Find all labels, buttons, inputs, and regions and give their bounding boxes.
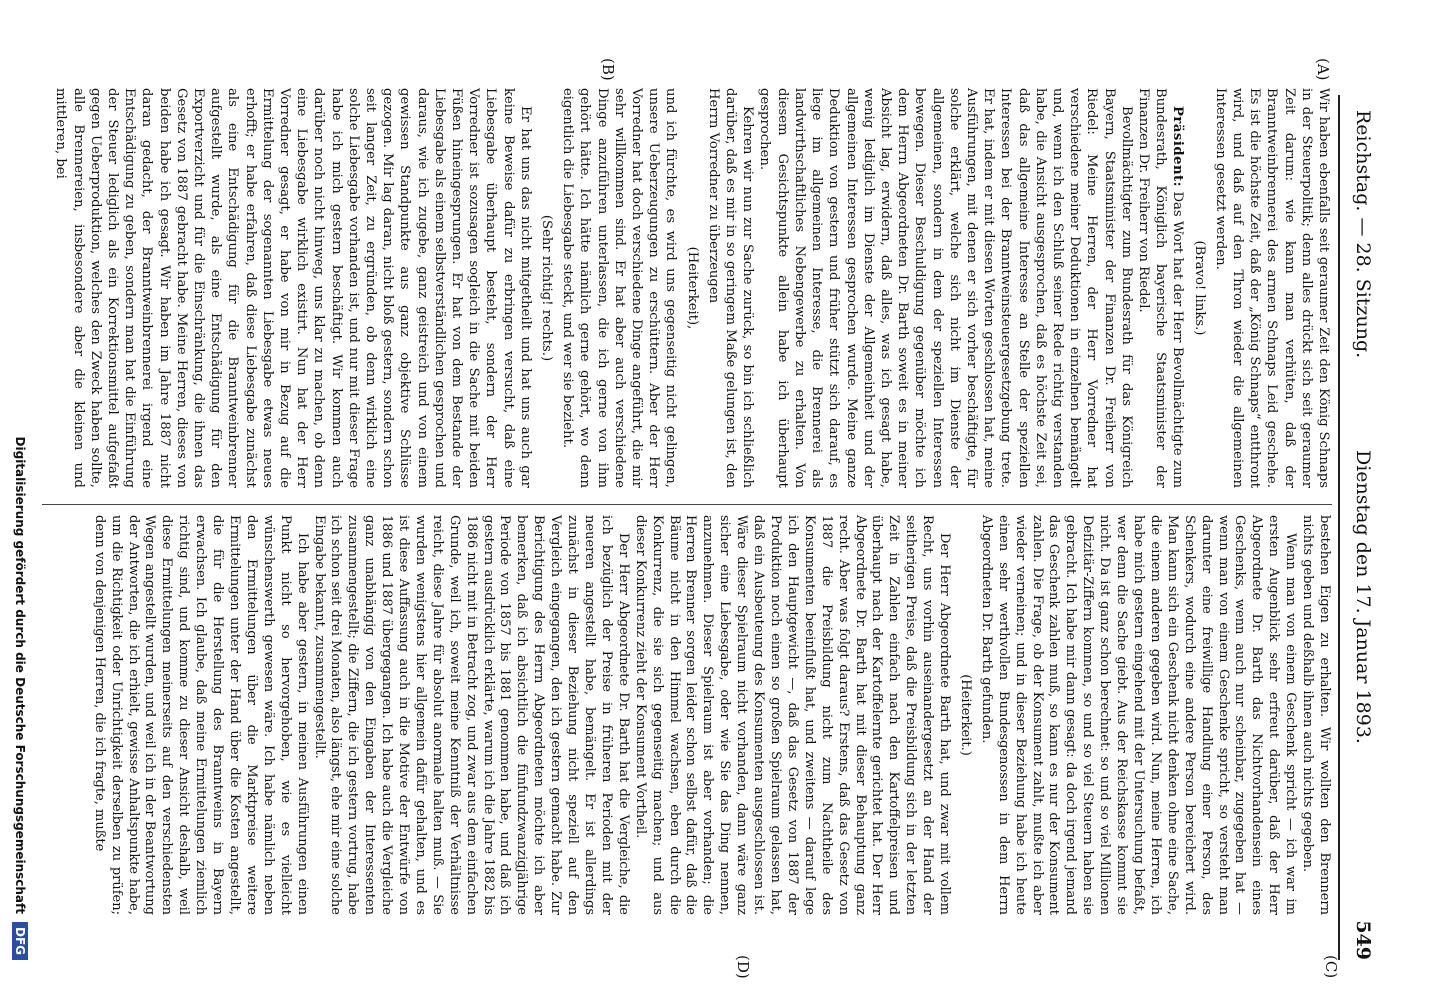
speaker-label: Präsident:: [1170, 106, 1186, 188]
margin-marker-b: (B): [599, 58, 617, 81]
paragraph-text: Das Wort hat der Herr Bevollmächtigte zum Bundesrath, Königlich bayerische Staatsminister der Finanzen Dr. Freiherr von Riedel.: [1135, 88, 1186, 488]
paragraph: Ich habe aber gestern, in meinen Ausführungen einen Punkt nicht so hervorgehoben, wie es vielleicht wünschenswerth gewesen wäre. Ich habe nämlich neben den Ermittelungen über die Marktpreise weitere Ermittelungen unter der Hand über die Kosten angestellt, die für die Herstellung des Branntweins in Bayern erwachsen. Ich glaube, daß meine Ermittelungen ziemlich richtig sind, und komme zu dieser Ansicht deshalb, weil diese Ermittelungen meinerseits auf den verschiedensten Wegen angestellt wurden, und weil ich in der Beantwortung der Antworten, die ich erhielt, gewisse Anhaltspunkte habe, um die Richtigkeit oder Unrichtigkeit derselben zu prüfen; denn von denjenigen Herren, die ich fragte, mußte: [91, 515, 310, 915]
paragraph: und ich fürchte, es wird uns gegenseitig nicht gelingen, unsere Ueberzeugungen zu erschüttern. Aber der Herr Vorredner hat doch verschiedene Dinge angeführt, die mir sehr willkommen sind. Er hat aber auch verschiedene Dinge anzuführen unterlassen, die ich gerne von ihm gehört hätte. Ich hätte nämlich gerne gehört, wo denn eigentlich die Liebesgabe steckt, und wer sie bezieht.: [560, 88, 679, 488]
margin-marker-d: (D): [734, 955, 752, 979]
approval-note: (Sehr richtig! rechts.): [539, 214, 555, 362]
paragraph: Der Herr Abgeordnete Dr. Barth hat die Vergleiche, die ich bezüglich der Preise in früheren Perioden mit der neueren angestellt habe, bemängelt. Er ist allerdings zunächst in dieser Beziehung nicht speziell auf den Vergleich eingegangen, den ich gestern gemacht habe. Zur Berichtigung des Herrn Abgeordneten möchte ich aber bemerken, daß ich absichtlich die fünfundzwanzigjährige Periode von 1857 bis 1881 genommen habe, und daß ich gestern ausdrücklich erklärte, warum ich die Jahre 1882 bis 1886 nicht mit in Betracht zog, und zwar aus dem einfachen Grunde, weil ich, soweit meine Kenntniß der Verhältnisse reicht, diese Jahre für absolut anormale halten muß. — Sie wurden wenigstens hier allgemein dafür gehalten, und es ist diese Auffassung auch in die Motive der Entwürfe von 1886 und 1887 übergegangen. Ich habe auch die Vergleiche ganz unabhängig von den Eingaben der Interessenten zusammengestellt; die Ziffern, die ich gestern vortrug, habe ich schon seit drei Monaten, also längst, ehe mir eine solche Eingabe bekannt, zusammengestellt.: [311, 515, 631, 915]
dfg-logo: DFG: [12, 922, 28, 960]
margin-marker-c: (C): [1322, 955, 1340, 979]
left-column: [52, 88, 1332, 488]
paragraph: Wenn man von einem Geschenk spricht — ich war im ersten Augenblick sehr erfreut darüber, daß der Herr Abgeordnete Dr. Barth das Nichtvorhandensein eines Geschenks, wenn auch nur scheinbar, zugegeben hat — wenn man von einem Geschenke spricht, so versteht man darunter eine freiwillige Handlung einer Person, des Schenkers, wodurch eine andere Person bereichert wird. Man kann sich ein Geschenk nicht denken ohne eine Sache, die einem anderen gegeben wird. Nun, meine Herren, ich habe mich gestern eingehend mit der Untersuchung befaßt, wer denn die Sache giebt. Aus der Reichskasse kommt sie nicht. Da ist ganz schon berechnet: so und so viel Millionen Defizitär-Ziffern kommen, so und so viel Steuern haben sie gebracht. Ich habe mir dann gesagt: da doch irgend jemand das Geschenk zahlen muß, so kann es nur der Konsument zahlen. Die Frage, ob der Konsument zahlt, mußte ich aber wieder verneinen; und in dieser Beziehung habe ich heute einen sehr werthvollen Bundesgenossen in dem Herrn Abgeordneten Dr. Barth gefunden.: [978, 515, 1299, 915]
paragraph: [1135, 88, 1187, 488]
header-rule: [1338, 95, 1340, 960]
paragraph: Bevollmächtigter zum Bundesrath für das Königreich Bayern, Staatsminister der Finanzen Dr. Freiherr von Riedel: Meine Herren, der Herr Vorredner hat verschiedene meiner Deduktionen in einzelnen bemängelt und, wenn ich den Schluß seiner Rede richtig verstanden habe, die Ansicht ausgesprochen, daß es höchste Zeit sei, daß das allgemeine Interesse an Stelle der speziellen Interessen bei der Branntweinsteuergesetzgebung trete. Er hat, indem er mit diesen Worten geschlossen hat, meine Ausführungen, mit denen er sich vorher beschäftigte, für solche erklärt, welche sich nicht im Dienste der allgemeinen, sondern in dem der speziellen Interessen bewegen. Dieser Beschuldigung gegenüber möchte ich dem Herrn Abgeordneten Dr. Barth soweit es in meiner Absicht lag, erwidern, daß alles, was ich gesagt habe, wenig lediglich im Dienste der Allgemeinheit und der allgemeinen Interessen gesprochen wurde. Meine ganze Deduktion von gestern und früher stützt sich darauf, es liege im allgemeinen Interesse, die Brennerei als landwirthschaftliches Nebengewerbe zu erhalten. Von diesem Gesichtspunkte allein habe ich überhaupt gesprochen.: [757, 88, 1134, 488]
paragraph: Kehren wir nun zur Sache zurück, so bin ich schließlich darüber, daß es mir in so geringem Maße gelungen ist, den Herrn Vorredner zu überzeugen: [705, 88, 756, 488]
applause-note: (Bravo! links.): [1191, 240, 1207, 336]
laughter-note: (Heiterkeit),: [684, 246, 700, 330]
right-column: [90, 515, 1332, 915]
laughter-note: (Heiterkeit.): [957, 674, 973, 756]
paragraph: bestehen Eigen zu erhalten. Wir wollten den Brennern nichts geben und deßhalb ihnen auch nichts gegeben.: [1300, 515, 1332, 915]
credit-text: Digitalisierung gefördert durch die Deutsche Forschungsgemeinschaft: [13, 436, 27, 914]
page-header: [1344, 110, 1374, 960]
page-number: 549: [1352, 920, 1374, 960]
margin-marker-a: (A): [1314, 58, 1332, 81]
digitization-credit: [8, 70, 32, 960]
paragraph: Er hat uns das nicht mitgetheilt und hat uns auch gar keine Beweise dafür zu erbringen versucht, daß eine Liebesgabe überhaupt besteht, sondern der Herr Vorredner ist sozusagen sogleich in die Sache mit beiden Füßen hineingesprungen. Er hat von dem Bestande der Liebesgabe als einem selbstverständlichen gesprochen und daraus, wie ich zugebe, ganz geistreich und von einem gewissen Standpunkte aus ganz objektive Schlüsse gezogen. Mir lag daran, nicht bloß gestern, sondern schon seit langer Zeit, zu ergründen, ob denn wirklich eine solche Liebesgabe vorhanden ist, und nur mit dieser Frage habe ich mich gestern beschäftigt. Wir kommen auch darüber noch nicht hinweg, uns klar zu machen, ob denn eine Liebesgabe wirklich existirt. Nun hat der Herr Vorredner gesagt, er habe von mir in Bezug auf die Ermittelung der sogenannten Liebesgabe etwas neues erhofft; er habe erfahren, daß diese Liebesgabe zunächst als eine Entschädigung für die Branntweinbrenner aufgestellt wurde, als eine Entschädigung für den Exportverzicht und für die Einschränkung, die ihnen das Gesetz von 1887 gebracht habe. Meine Herren, dieses von beiden habe ich gesagt. Wir haben im Jahre 1887 nicht daran gedacht, der Branntweinbrennerei irgend eine Entschädigung zu geben, sondern man hat die Einführung der Steuer lediglich als ein Korrektionsmittel aufgefaßt gegen Ueberproduktion, welches den Zweck haben sollte, alle Brennereien, insbesondere aber die kleinen und mittleren, bei: [53, 88, 533, 488]
paragraph: Wir haben ebenfalls seit geraumer Zeit den König Schnaps in der Steuerpolitik; denn alles drückt sich seit geraumer Zeit darum: wie kann man verhüten, daß der Branntweinbrennerei des armen Schnaps Leid geschehe. Es ist die höchste Zeit, daß der „König Schnaps“ entthront wird, und daß auf den Thron wieder die allgemeinen Interessen gesetzt werden.: [1212, 88, 1331, 488]
column-divider: [42, 504, 1332, 505]
header-left: Reichstag. — 28. Sitzung.: [1352, 110, 1374, 359]
header-date: Dienstag den 17. Januar 1893.: [1352, 450, 1374, 744]
paragraph: Der Herr Abgeordnete Barth hat, und zwar mit vollem Recht, uns vorhin auseinandergesetzt an der Hand der seitherigen Preise, daß die Preisbildung sich in der letzten Zeit in Zahlen einfach nach den Kartoffelpreisen und überhaupt nach der Kartoffelernte gerichtet hat. Der Herr Abgeordnete Dr. Barth hat mit dieser Behauptung ganz recht. Aber was folgt daraus? Erstens, daß das Gesetz von 1887 die Preisbildung nicht zum Nachtheile des Konsumenten beeinflußt hat, und zweitens — darauf lege ich den Hauptgewicht —, daß das Gesetz von 1887 der Produktion noch einen so großen Spielraum gelassen hat, daß ein Ausbeuteung des Konsumenten ausgeschlossen ist. Wäre dieser Spielraum nicht vorhanden, dann wäre ganz sicher eine Liebesgabe, oder wie Sie das Ding nennen, anzunehmen. Dieser Spielraum ist aber vorhanden; die Herren Brenner sorgen leider schon selbst dafür, daß die Bäume nicht in den Himmel wachsen, eben durch die Konkurrenz, die sie sich gegenseitig machen; und aus dieser Konkurrenz zieht der Konsument Vortheil.: [632, 515, 953, 915]
